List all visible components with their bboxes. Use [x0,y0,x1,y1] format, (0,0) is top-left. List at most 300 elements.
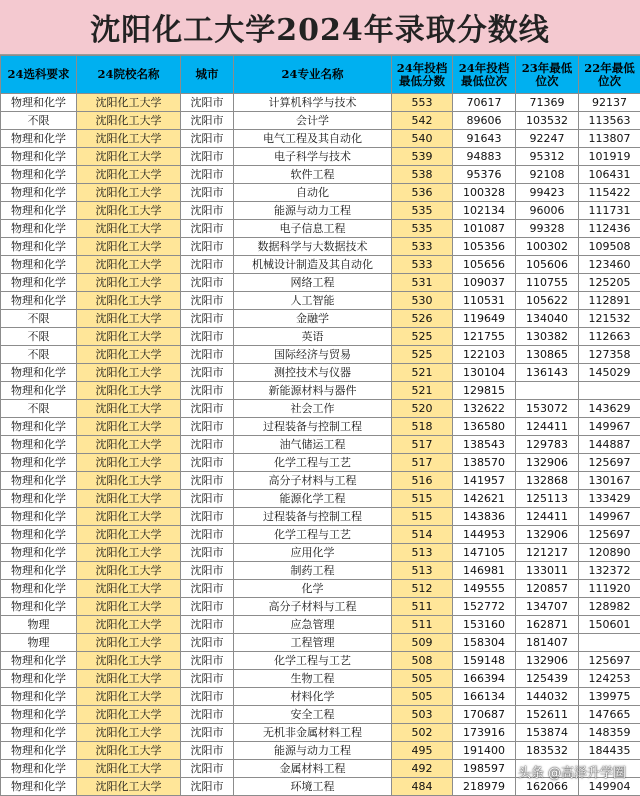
cell-major-name: 高分子材料与工程 [234,472,392,490]
cell-school-name: 沈阳化工大学 [77,562,181,580]
cell-subject-requirement: 物理和化学 [1,274,77,292]
cell-subject-requirement: 不限 [1,112,77,130]
cell-school-name: 沈阳化工大学 [77,778,181,796]
cell-city: 沈阳市 [181,724,234,742]
cell-school-name: 沈阳化工大学 [77,220,181,238]
table-row [1,202,640,220]
cell-school-name: 沈阳化工大学 [77,202,181,220]
cell-city: 沈阳市 [181,652,234,670]
cell-min-score-24: 517 [392,454,453,472]
cell-subject-requirement: 物理 [1,616,77,634]
cell-min-rank-23: 100302 [516,238,579,256]
cell-min-rank-24: 158304 [453,634,516,652]
cell-major-name: 电子科学与技术 [234,148,392,166]
cell-min-rank-22: 149967 [579,418,640,436]
cell-major-name: 能源与动力工程 [234,202,392,220]
cell-min-score-24: 484 [392,778,453,796]
cell-major-name: 无机非金属材料工程 [234,724,392,742]
cell-min-score-24: 517 [392,436,453,454]
cell-min-rank-22: 113563 [579,112,640,130]
cell-min-rank-23: 132906 [516,454,579,472]
cell-min-rank-23: 92108 [516,166,579,184]
table-row [1,436,640,454]
cell-min-rank-24: 218979 [453,778,516,796]
table-row [1,616,640,634]
cell-min-rank-23: 133011 [516,562,579,580]
cell-min-rank-22: 128982 [579,598,640,616]
cell-min-rank-24: 191400 [453,742,516,760]
cell-min-score-24: 540 [392,130,453,148]
cell-min-score-24: 503 [392,706,453,724]
cell-min-rank-24: 170687 [453,706,516,724]
table-row [1,184,640,202]
cell-min-rank-22: 101919 [579,148,640,166]
cell-major-name: 制药工程 [234,562,392,580]
cell-min-rank-23: 153874 [516,724,579,742]
table-row [1,670,640,688]
column-header-school-name: 24院校名称 [77,56,181,94]
cell-school-name: 沈阳化工大学 [77,328,181,346]
cell-min-rank-22: 111920 [579,580,640,598]
cell-city: 沈阳市 [181,94,234,112]
cell-school-name: 沈阳化工大学 [77,436,181,454]
cell-min-rank-24: 101087 [453,220,516,238]
cell-min-score-24: 516 [392,472,453,490]
cell-min-rank-24: 138543 [453,436,516,454]
cell-subject-requirement: 不限 [1,328,77,346]
table-row [1,472,640,490]
cell-school-name: 沈阳化工大学 [77,490,181,508]
cell-major-name: 能源与动力工程 [234,742,392,760]
cell-city: 沈阳市 [181,598,234,616]
cell-min-rank-22: 125697 [579,526,640,544]
cell-min-rank-23: 71369 [516,94,579,112]
column-header-subject-requirement: 24选科要求 [1,56,77,94]
cell-city: 沈阳市 [181,184,234,202]
table-row [1,490,640,508]
cell-min-rank-24: 166394 [453,670,516,688]
cell-min-rank-24: 147105 [453,544,516,562]
cell-min-rank-24: 138570 [453,454,516,472]
table-row [1,688,640,706]
cell-min-rank-22 [579,634,640,652]
cell-min-rank-23: 132868 [516,472,579,490]
cell-major-name: 英语 [234,328,392,346]
cell-min-rank-22: 132372 [579,562,640,580]
cell-major-name: 材料化学 [234,688,392,706]
cell-city: 沈阳市 [181,616,234,634]
cell-min-rank-23: 183532 [516,742,579,760]
cell-min-rank-23: 125113 [516,490,579,508]
cell-school-name: 沈阳化工大学 [77,238,181,256]
cell-subject-requirement: 物理和化学 [1,418,77,436]
cell-major-name: 应用化学 [234,544,392,562]
cell-school-name: 沈阳化工大学 [77,184,181,202]
table-row [1,418,640,436]
cell-subject-requirement: 物理和化学 [1,202,77,220]
table-row [1,112,640,130]
cell-school-name: 沈阳化工大学 [77,166,181,184]
table-row [1,634,640,652]
table-row [1,364,640,382]
cell-min-score-24: 513 [392,562,453,580]
cell-min-rank-24: 143836 [453,508,516,526]
cell-min-rank-22: 109508 [579,238,640,256]
cell-school-name: 沈阳化工大学 [77,292,181,310]
cell-min-rank-22: 149904 [579,778,640,796]
cell-city: 沈阳市 [181,202,234,220]
cell-min-rank-23: 120857 [516,580,579,598]
cell-city: 沈阳市 [181,580,234,598]
cell-city: 沈阳市 [181,454,234,472]
cell-min-rank-22: 92137 [579,94,640,112]
cell-min-rank-23: 99328 [516,220,579,238]
cell-min-score-24: 553 [392,94,453,112]
cell-min-rank-24: 105656 [453,256,516,274]
cell-school-name: 沈阳化工大学 [77,526,181,544]
cell-min-rank-24: 146981 [453,562,516,580]
cell-school-name: 沈阳化工大学 [77,580,181,598]
cell-min-rank-24: 102134 [453,202,516,220]
cell-school-name: 沈阳化工大学 [77,256,181,274]
cell-min-score-24: 508 [392,652,453,670]
cell-min-rank-22: 184435 [579,742,640,760]
cell-min-rank-23: 129783 [516,436,579,454]
cell-min-rank-23: 95312 [516,148,579,166]
cell-school-name: 沈阳化工大学 [77,400,181,418]
cell-school-name: 沈阳化工大学 [77,364,181,382]
column-header-major-name: 24专业名称 [234,56,392,94]
cell-subject-requirement: 物理和化学 [1,436,77,454]
column-header-min-rank-23: 23年最低 位次 [516,56,579,94]
cell-subject-requirement: 物理和化学 [1,472,77,490]
cell-major-name: 国际经济与贸易 [234,346,392,364]
cell-school-name: 沈阳化工大学 [77,94,181,112]
cell-min-score-24: 515 [392,508,453,526]
cell-min-score-24: 514 [392,526,453,544]
cell-min-rank-22: 115422 [579,184,640,202]
cell-min-rank-22: 112891 [579,292,640,310]
cell-school-name: 沈阳化工大学 [77,652,181,670]
cell-city: 沈阳市 [181,706,234,724]
column-header-city: 城市 [181,56,234,94]
cell-min-rank-23: 96006 [516,202,579,220]
cell-city: 沈阳市 [181,760,234,778]
cell-min-rank-24: 142621 [453,490,516,508]
cell-min-score-24: 505 [392,688,453,706]
cell-min-rank-23: 162871 [516,616,579,634]
cell-min-rank-22: 113807 [579,130,640,148]
cell-min-rank-22: 123460 [579,256,640,274]
cell-min-rank-24: 70617 [453,94,516,112]
cell-city: 沈阳市 [181,112,234,130]
cell-min-rank-22: 125697 [579,454,640,472]
cell-subject-requirement: 物理和化学 [1,490,77,508]
cell-subject-requirement: 物理和化学 [1,526,77,544]
cell-min-rank-23: 124411 [516,418,579,436]
page-title: 沈阳化工大学2024年录取分数线 [90,5,550,49]
cell-min-score-24: 525 [392,328,453,346]
cell-city: 沈阳市 [181,778,234,796]
cell-city: 沈阳市 [181,256,234,274]
cell-min-rank-23: 132906 [516,652,579,670]
cell-city: 沈阳市 [181,346,234,364]
cell-min-rank-24: 95376 [453,166,516,184]
cell-min-score-24: 526 [392,310,453,328]
cell-min-rank-24: 149555 [453,580,516,598]
cell-min-rank-22: 150601 [579,616,640,634]
cell-subject-requirement: 物理和化学 [1,598,77,616]
cell-min-rank-23: 144032 [516,688,579,706]
cell-city: 沈阳市 [181,382,234,400]
cell-major-name: 金融学 [234,310,392,328]
cell-city: 沈阳市 [181,328,234,346]
cell-min-rank-23: 105606 [516,256,579,274]
cell-min-score-24: 535 [392,220,453,238]
cell-min-rank-22: 145029 [579,364,640,382]
cell-major-name: 应急管理 [234,616,392,634]
cell-min-rank-24: 89606 [453,112,516,130]
table-row [1,328,640,346]
cell-major-name: 高分子材料与工程 [234,598,392,616]
cell-min-score-24: 518 [392,418,453,436]
cell-min-rank-24: 119649 [453,310,516,328]
table-row [1,130,640,148]
cell-min-rank-22: 139975 [579,688,640,706]
cell-city: 沈阳市 [181,148,234,166]
cell-school-name: 沈阳化工大学 [77,346,181,364]
cell-major-name: 安全工程 [234,706,392,724]
cell-min-rank-24: 144953 [453,526,516,544]
cell-school-name: 沈阳化工大学 [77,670,181,688]
table-row [1,274,640,292]
cell-subject-requirement: 不限 [1,346,77,364]
cell-min-score-24: 533 [392,238,453,256]
cell-city: 沈阳市 [181,508,234,526]
cell-subject-requirement: 不限 [1,310,77,328]
cell-subject-requirement: 不限 [1,400,77,418]
cell-min-score-24: 492 [392,760,453,778]
cell-city: 沈阳市 [181,490,234,508]
cell-subject-requirement: 物理和化学 [1,688,77,706]
cell-min-rank-22: 125697 [579,652,640,670]
cell-min-rank-24: 173916 [453,724,516,742]
table-row [1,508,640,526]
cell-major-name: 金属材料工程 [234,760,392,778]
cell-min-rank-23: 162066 [516,778,579,796]
cell-min-rank-23: 110755 [516,274,579,292]
cell-min-rank-23: 132906 [516,526,579,544]
cell-city: 沈阳市 [181,562,234,580]
cell-major-name: 测控技术与仪器 [234,364,392,382]
cell-min-rank-23: 99423 [516,184,579,202]
cell-city: 沈阳市 [181,418,234,436]
cell-school-name: 沈阳化工大学 [77,112,181,130]
cell-min-rank-22: 130167 [579,472,640,490]
cell-major-name: 软件工程 [234,166,392,184]
table-row [1,706,640,724]
cell-min-score-24: 511 [392,616,453,634]
cell-subject-requirement: 物理和化学 [1,508,77,526]
cell-school-name: 沈阳化工大学 [77,688,181,706]
cell-min-rank-24: 121755 [453,328,516,346]
cell-major-name: 社会工作 [234,400,392,418]
cell-school-name: 沈阳化工大学 [77,418,181,436]
cell-min-rank-23: 124411 [516,508,579,526]
cell-min-rank-22: 144887 [579,436,640,454]
cell-major-name: 油气储运工程 [234,436,392,454]
cell-city: 沈阳市 [181,310,234,328]
cell-city: 沈阳市 [181,742,234,760]
cell-school-name: 沈阳化工大学 [77,382,181,400]
cell-subject-requirement: 物理和化学 [1,778,77,796]
cell-subject-requirement: 物理和化学 [1,760,77,778]
table-row [1,238,640,256]
table-row [1,400,640,418]
cell-min-score-24: 535 [392,202,453,220]
column-header-min-rank-24: 24年投档 最低位次 [453,56,516,94]
cell-major-name: 新能源材料与器件 [234,382,392,400]
cell-subject-requirement: 物理和化学 [1,652,77,670]
cell-city: 沈阳市 [181,526,234,544]
cell-min-rank-23: 105622 [516,292,579,310]
cell-min-rank-22: 112663 [579,328,640,346]
cell-min-rank-24: 110531 [453,292,516,310]
table-row [1,94,640,112]
cell-min-score-24: 521 [392,382,453,400]
cell-city: 沈阳市 [181,238,234,256]
cell-school-name: 沈阳化工大学 [77,310,181,328]
cell-min-rank-23: 130865 [516,346,579,364]
cell-major-name: 数据科学与大数据技术 [234,238,392,256]
cell-min-rank-24: 132622 [453,400,516,418]
cell-major-name: 人工智能 [234,292,392,310]
table-header-row [1,56,640,94]
table-row [1,148,640,166]
table-row [1,454,640,472]
table-row [1,166,640,184]
cell-major-name: 化学工程与工艺 [234,526,392,544]
table-row [1,526,640,544]
cell-city: 沈阳市 [181,544,234,562]
cell-subject-requirement: 物理和化学 [1,544,77,562]
cell-subject-requirement: 物理和化学 [1,562,77,580]
cell-major-name: 电子信息工程 [234,220,392,238]
cell-min-rank-22: 124253 [579,670,640,688]
cell-min-score-24: 515 [392,490,453,508]
cell-min-rank-24: 129815 [453,382,516,400]
cell-min-rank-24: 159148 [453,652,516,670]
cell-subject-requirement: 物理和化学 [1,454,77,472]
cell-school-name: 沈阳化工大学 [77,130,181,148]
cell-min-rank-23: 134040 [516,310,579,328]
cell-city: 沈阳市 [181,634,234,652]
cell-school-name: 沈阳化工大学 [77,508,181,526]
cell-min-score-24: 512 [392,580,453,598]
cell-subject-requirement: 物理和化学 [1,724,77,742]
cell-subject-requirement: 物理和化学 [1,148,77,166]
cell-min-rank-22: 147665 [579,706,640,724]
cell-min-rank-24: 152772 [453,598,516,616]
cell-subject-requirement: 物理和化学 [1,292,77,310]
cell-major-name: 过程装备与控制工程 [234,508,392,526]
cell-major-name: 会计学 [234,112,392,130]
cell-min-rank-24: 130104 [453,364,516,382]
cell-school-name: 沈阳化工大学 [77,706,181,724]
cell-city: 沈阳市 [181,472,234,490]
cell-min-rank-23: 152611 [516,706,579,724]
cell-min-rank-23 [516,382,579,400]
cell-major-name: 网络工程 [234,274,392,292]
cell-major-name: 计算机科学与技术 [234,94,392,112]
cell-school-name: 沈阳化工大学 [77,742,181,760]
cell-min-score-24: 502 [392,724,453,742]
cell-min-rank-23: 134707 [516,598,579,616]
cell-school-name: 沈阳化工大学 [77,544,181,562]
cell-school-name: 沈阳化工大学 [77,598,181,616]
cell-min-score-24: 539 [392,148,453,166]
column-header-min-score-24: 24年投档 最低分数 [392,56,453,94]
watermark: 头条 @高泽升学圈 [518,762,626,781]
table-row [1,310,640,328]
cell-city: 沈阳市 [181,688,234,706]
cell-min-rank-24: 91643 [453,130,516,148]
cell-major-name: 环境工程 [234,778,392,796]
cell-city: 沈阳市 [181,292,234,310]
cell-subject-requirement: 物理和化学 [1,94,77,112]
cell-min-score-24: 525 [392,346,453,364]
cell-city: 沈阳市 [181,670,234,688]
cell-school-name: 沈阳化工大学 [77,634,181,652]
cell-min-score-24: 530 [392,292,453,310]
table-row [1,382,640,400]
cell-min-rank-24: 141957 [453,472,516,490]
cell-subject-requirement: 物理和化学 [1,670,77,688]
table-row [1,598,640,616]
cell-min-score-24: 520 [392,400,453,418]
cell-min-rank-23: 103532 [516,112,579,130]
cell-min-score-24: 533 [392,256,453,274]
table-row [1,544,640,562]
cell-min-rank-22: 127358 [579,346,640,364]
cell-school-name: 沈阳化工大学 [77,454,181,472]
cell-subject-requirement: 物理和化学 [1,256,77,274]
cell-min-rank-24: 105356 [453,238,516,256]
cell-subject-requirement: 物理和化学 [1,382,77,400]
cell-school-name: 沈阳化工大学 [77,760,181,778]
cell-min-score-24: 509 [392,634,453,652]
cell-min-score-24: 521 [392,364,453,382]
cell-city: 沈阳市 [181,166,234,184]
cell-min-rank-22: 125205 [579,274,640,292]
cell-major-name: 工程管理 [234,634,392,652]
cell-min-score-24: 542 [392,112,453,130]
cell-min-rank-22: 106431 [579,166,640,184]
cell-city: 沈阳市 [181,130,234,148]
cell-min-rank-24: 153160 [453,616,516,634]
table-row [1,256,640,274]
cell-subject-requirement: 物理和化学 [1,130,77,148]
cell-min-rank-23: 136143 [516,364,579,382]
cell-major-name: 机械设计制造及其自动化 [234,256,392,274]
cell-min-rank-22: 149967 [579,508,640,526]
cell-min-rank-22: 111731 [579,202,640,220]
cell-city: 沈阳市 [181,364,234,382]
cell-min-rank-24: 136580 [453,418,516,436]
cell-subject-requirement: 物理和化学 [1,364,77,382]
cell-subject-requirement: 物理和化学 [1,580,77,598]
title-banner [0,0,640,55]
